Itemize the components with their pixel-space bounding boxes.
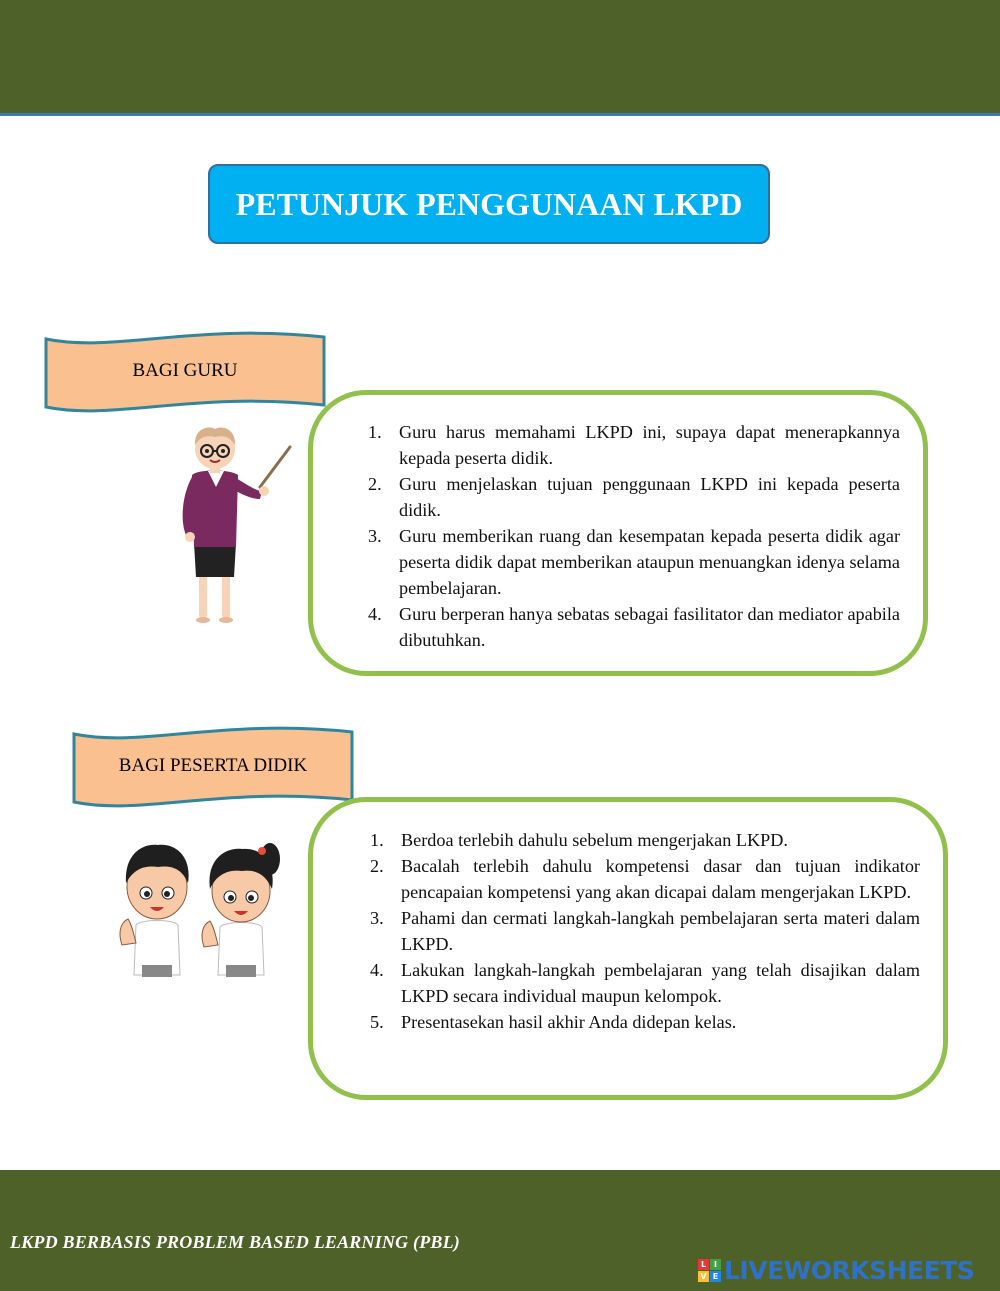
list-item: 2. Guru menjelaskan tujuan penggunaan LKPD ini kepada peserta didik. — [368, 474, 900, 520]
header-band — [0, 0, 1000, 116]
students-illustration — [112, 835, 292, 985]
list-item: 5. Presentasekan hasil akhir Anda didepan kelas. — [370, 1012, 737, 1032]
liveworksheets-logo[interactable] — [698, 1256, 974, 1285]
list-item: 4. Guru berperan hanya sebatas sebagai fasilitator dan mediator apabila dibutuhkan. — [368, 604, 900, 650]
banner-bagi-peserta-didik — [72, 722, 354, 810]
siswa-instructions-list — [370, 827, 920, 1035]
list-item: 4. Lakukan langkah-langkah pembelajaran yang telah disajikan dalam LKPD secara individual maupun kelompok. — [370, 960, 920, 1006]
list-item: 1. Berdoa terlebih dahulu sebelum mengerjakan LKPD. — [370, 830, 788, 850]
guru-instructions-card — [308, 390, 928, 676]
teacher-illustration — [168, 425, 298, 625]
guru-instructions-list — [368, 419, 900, 653]
page-title: PETUNJUK PENGGUNAAN LKPD — [235, 185, 743, 222]
list-item: 2. Bacalah terlebih dahulu kompetensi dasar dan tujuan indikator pencapaian kompetensi yang akan dicapai dalam mengerjakan LKPD. — [370, 856, 920, 902]
page-title-box — [208, 164, 770, 244]
list-item: 3. Guru memberikan ruang dan kesempatan kepada peserta didik agar peserta didik dapat memberikan ataupun menuangkan idenya selama pembelajaran. — [368, 526, 900, 598]
banner-label-siswa: BAGI PESERTA DIDIK — [118, 755, 308, 776]
banner-bagi-guru — [44, 327, 326, 415]
list-item: 3. Pahami dan cermati langkah-langkah pembelajaran serta materi dalam LKPD. — [370, 908, 920, 954]
logo-text: LIVEWORKSHEETS — [724, 1256, 975, 1285]
footer-title: LKPD BERBASIS PROBLEM BASED LEARNING (PBL) — [10, 1232, 460, 1252]
siswa-instructions-card — [308, 797, 948, 1100]
logo-mark-icon: L I V E — [698, 1259, 721, 1282]
list-item: 1. Guru harus memahami LKPD ini, supaya dapat menerapkannya kepada peserta didik. — [368, 422, 900, 468]
banner-label-guru: BAGI GURU — [132, 360, 238, 381]
